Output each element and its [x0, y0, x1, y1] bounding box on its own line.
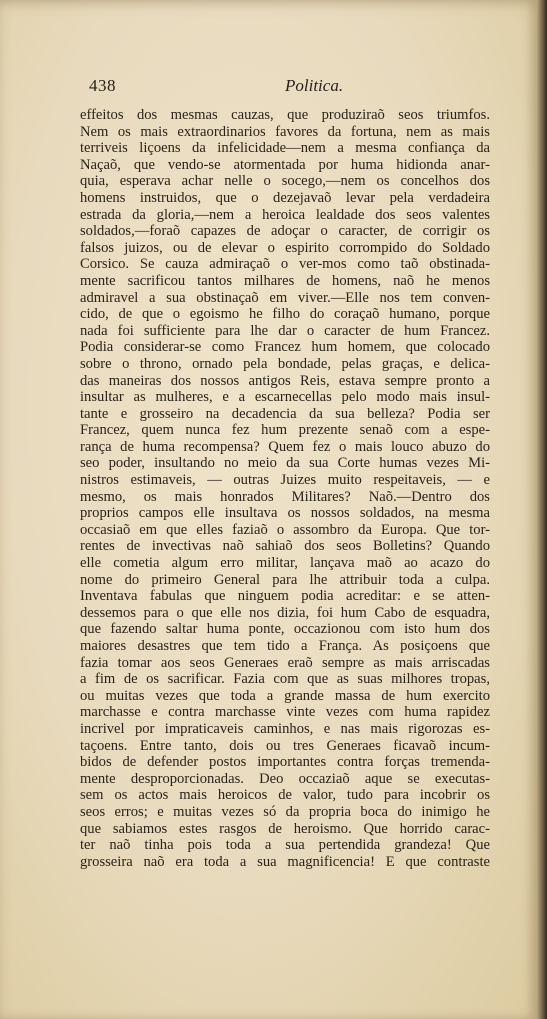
text-line: nistros estimaveis, — outras Juizes muito respeitaveis, — e — [80, 472, 490, 489]
text-line: Podia considerar-se como Francez hum homem, que colocado — [80, 339, 490, 356]
text-line: mente desproporcionadas. Deo occaziaõ aque se executas- — [80, 770, 490, 787]
text-line: fazia tomar aos seos Generaes eraõ sempre as mais arriscadas — [80, 654, 490, 671]
text-line: Inventava fabulas que ninguem podia acreditar: e se atten- — [80, 588, 490, 605]
text-line: ter naõ tinha pois toda a sua pertendida grandeza! Que — [80, 837, 490, 854]
text-line: proprios campos elle insultava os nossos soldados, na mesma — [80, 505, 490, 522]
text-line: a fim de os sacrificar. Fazia com que as suas milhores tropas, — [80, 671, 490, 688]
text-line: incrivel por impraticaveis caminhos, e nas mais rigorozas es- — [80, 720, 490, 737]
text-line: das maneiras dos nossos antigos Reis, estava sempre pronto a — [80, 372, 490, 389]
text-line: elle cometia algum erro militar, lançava maõ ao acazo do — [80, 555, 490, 572]
text-line: effeitos dos mesmas cauzas, que produziraõ seos triumfos. — [80, 107, 490, 123]
text-line: rentes de invectivas naõ sahiaõ dos seos Bolletins? Quando — [80, 538, 490, 555]
text-line: ou muitas vezes que toda a grande massa de hum exercito — [80, 687, 490, 704]
text-line: homens instruidos, que o dezejavaõ levar pela verdadeira — [80, 189, 490, 206]
text-line: soldados,—foraõ capazes de adoçar o caracter, de corrigir os — [80, 223, 490, 240]
text-line: estrada da gloria,—nem a heroica lealdade dos seos valentes — [80, 206, 490, 223]
text-line: sem os actos mais heroicos de valor, tudo para incobrir os — [80, 787, 490, 804]
text-line: terriveis liçoens da infelicidade—nem a mesma confiança da — [80, 140, 490, 157]
text-line: mente sacrificou tantos milhares de homens, naõ he menos — [80, 272, 490, 289]
text-line: insultar as mulheres, e a escarnecellas pelo modo mais insul- — [80, 389, 490, 406]
text-line: Naçaõ, que vendo-se atormentada por huma hidionda anar- — [80, 156, 490, 173]
text-line: sobre o throno, ornado pela bondade, pelas graças, e delica- — [80, 355, 490, 372]
text-line: que sabiamos estes rasgos de heroismo. Que horrido carac- — [80, 820, 490, 837]
page-number: 438 — [89, 76, 116, 95]
text-line: dessemos para o que elle nos dizia, foi hum Cabo de esquadra, — [80, 604, 490, 621]
text-line: occasiaõ em que elles faziaõ o assombro da Europa. Que tor- — [80, 521, 490, 538]
text-line: falsos juizos, ou de elevar o espirito corrompido do Soldado — [80, 239, 490, 256]
text-line: Corsico. Se cauza admiraçaõ o ver-mos como taõ obstinada- — [80, 256, 490, 273]
text-line: seo poder, insultando no meio da sua Corte humas vezes Mi- — [80, 455, 490, 472]
text-line: Francez, quem nunca fez hum prezente senaõ com a espe- — [80, 422, 490, 439]
text-line: grosseira naõ era toda a sua magnificencia! E que contraste — [80, 853, 490, 870]
body-text — [80, 107, 490, 870]
running-head: Politica. — [285, 76, 344, 95]
text-line: cido, de que o egoismo he filho do coraçaõ humano, porque — [80, 306, 490, 323]
text-line: maiores desastres que tem tido a França. As posiçoens que — [80, 638, 490, 654]
text-line: seos erros; e muitas vezes só da propria boca do inimigo he — [80, 803, 490, 820]
text-line: marchasse e contra marchasse vinte vezes com huma rapidez — [80, 704, 490, 721]
text-line: admiravel a sua obstinaçaõ em viver.—Elle nos tem conven- — [80, 289, 490, 306]
text-line: que fazendo saltar huma ponte, occazionou com isto hum dos — [80, 621, 490, 638]
page-header — [89, 76, 499, 100]
page-edge — [537, 0, 547, 1019]
text-line: nome do primeiro General para lhe attribuir toda a culpa. — [80, 571, 490, 588]
text-line: bidos de defender postos importantes contra forças tremenda- — [80, 754, 490, 771]
text-line: nada foi sufficiente para lhe dar o caracter de hum Francez. — [80, 322, 490, 339]
text-line: rança de huma recompensa? Quem fez o mais louco abuzo do — [80, 438, 490, 455]
text-line: quia, esperava achar nelle o socego,—nem os concelhos dos — [80, 173, 490, 190]
text-line: taçoens. Entre tanto, dois ou tres Generaes ficavaõ incum- — [80, 737, 490, 754]
text-line: mesmo, os mais honrados Militares? Naõ.—Dentro dos — [80, 488, 490, 505]
text-line: Nem os mais extraordinarios favores da fortuna, nem as mais — [80, 123, 490, 140]
text-line: tante e grosseiro na decadencia da sua belleza? Podia ser — [80, 405, 490, 422]
